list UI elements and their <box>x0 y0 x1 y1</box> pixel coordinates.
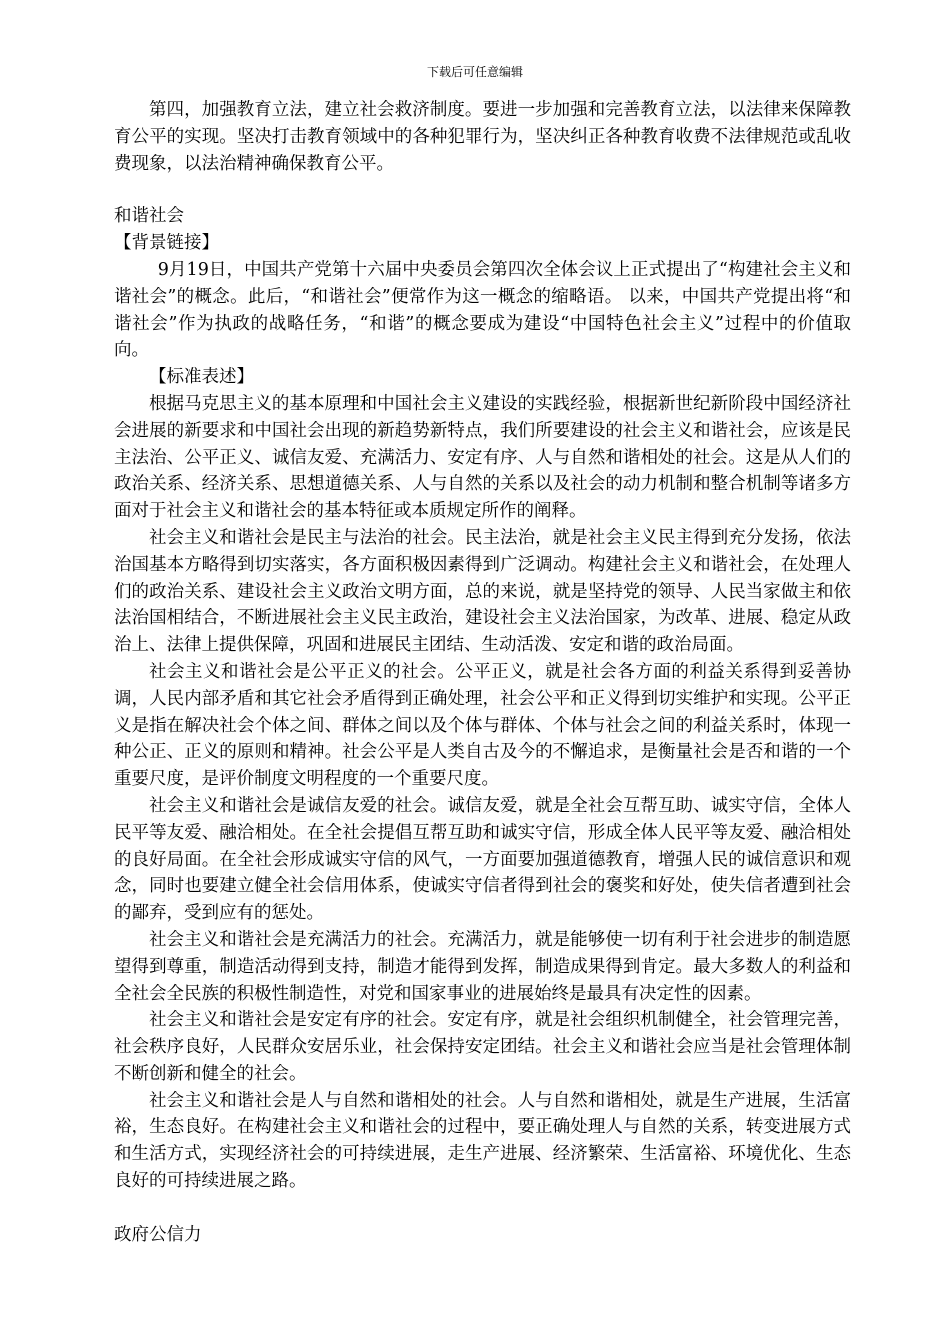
label-background-link: 【背景链接】 <box>114 233 219 254</box>
paragraph-harmony-with-nature: 社会主义和谐社会是人与自然和谐相处的社会。人与自然和谐相处，就是生产进展，生活富裕，生态良好。在构建社会主义和谐社会的过程中，要正确处理人与自然的关系，转变进展方式和生活方式，实现经济社会的可持续进展，走生产进展、经济繁荣、生活富裕、环境优化、生态良好的可持续进展之路。 <box>114 1090 851 1192</box>
page-header: 下载后可任意编辑 <box>426 65 523 79</box>
paragraph-stability-order: 社会主义和谐社会是安定有序的社会。安定有序，就是社会组织机制健全，社会管理完善，社会秩序良好，人民群众安居乐业，社会保持安定团结。社会主义和谐社会应当是社会管理体制不断创新和健全的社会。 <box>114 1010 851 1084</box>
paragraph-background: 9月19日，中国共产党第十六届中央委员会第四次全体会议上正式提出了“构建社会主义和谐社会”的概念。此后，“和谐社会”便常作为这一概念的缩略语。 以来，中国共产党提出将“和谐社会”作为执政的战略任务，“和谐”的概念要成为建设“中国特色社会主义”过程中的价值取向。 <box>114 259 851 361</box>
section-title-government-credibility: 政府公信力 <box>114 1224 202 1245</box>
paragraph-education-legislation: 第四，加强教育立法，建立社会救济制度。要进一步加强和完善教育立法，以法律来保障教育公平的实现。坚决打击教育领域中的各种犯罪行为，坚决纠正各种教育收费不法律规范或乱收费现象，以法治精神确保教育公平。 <box>114 100 851 174</box>
section-title-harmonious-society: 和谐社会 <box>114 206 184 227</box>
label-standard-statement: 【标准表述】 <box>149 367 254 388</box>
paragraph-full-of-vitality: 社会主义和谐社会是充满活力的社会。充满活力，就是能够使一切有利于社会进步的制造愿望得到尊重，制造活动得到支持，制造才能得到发挥，制造成果得到肯定。最大多数人的利益和全社会全民族的积极性制造性，对党和国家事业的进展始终是最具有决定性的因素。 <box>114 929 851 1004</box>
paragraph-democracy-rule-of-law: 社会主义和谐社会是民主与法治的社会。民主法治，就是社会主义民主得到充分发扬，依法治国基本方略得到切实落实，各方面积极因素得到广泛调动。构建社会主义和谐社会，在处理人们的政治关系、建设社会主义政治文明方面，总的来说，就是坚持党的领导、人民当家做主和依法治国相结合，不断进展社会主义民主政治，建设社会主义法治国家，为改革、进展、稳定从政治上、法律上提供保障，巩固和进展民主团结、生动活泼、安定和谐的政治局面。 <box>114 527 851 656</box>
paragraph-integrity-fraternity: 社会主义和谐社会是诚信友爱的社会。诚信友爱，就是全社会互帮互助、诚实守信，全体人民平等友爱、融洽相处。在全社会提倡互帮互助和诚实守信，形成全体人民平等友爱、融洽相处的良好局面。在全社会形成诚实守信的风气，一方面要加强道德教育，增强人民的诚信意识和观念，同时也要建立健全社会信用体系，使诚实守信者得到社会的褒奖和好处，使失信者遭到社会的鄙弃，受到应有的惩处。 <box>114 795 851 924</box>
paragraph-fairness-justice: 社会主义和谐社会是公平正义的社会。公平正义，就是社会各方面的利益关系得到妥善协调，人民内部矛盾和其它社会矛盾得到正确处理，社会公平和正义得到切实维护和实现。公平正义是指在解决社会个体之间、群体之间以及个体与群体、个体与社会之间的利益关系时，体现一种公正、正义的原则和精神。社会公平是人类自古及今的不懈追求，是衡量社会是否和谐的一个重要尺度，是评价制度文明程度的一个重要尺度。 <box>114 661 851 790</box>
paragraph-standard-statement: 根据马克思主义的基本原理和中国社会主义建设的实践经验，根据新世纪新阶段中国经济社会进展的新要求和中国社会出现的新趋势新特点，我们所要建设的社会主义和谐社会，应该是民主法治、公平正义、诚信友爱、充满活力、安定有序、人与自然和谐相处的社会。这是从人们的政治关系、经济关系、思想道德关系、人与自然的关系以及社会的动力机制和整合机制等诸多方面对于社会主义和谐社会的基本特征或本质规定所作的阐释。 <box>114 393 851 522</box>
document-body <box>114 97 851 1249</box>
